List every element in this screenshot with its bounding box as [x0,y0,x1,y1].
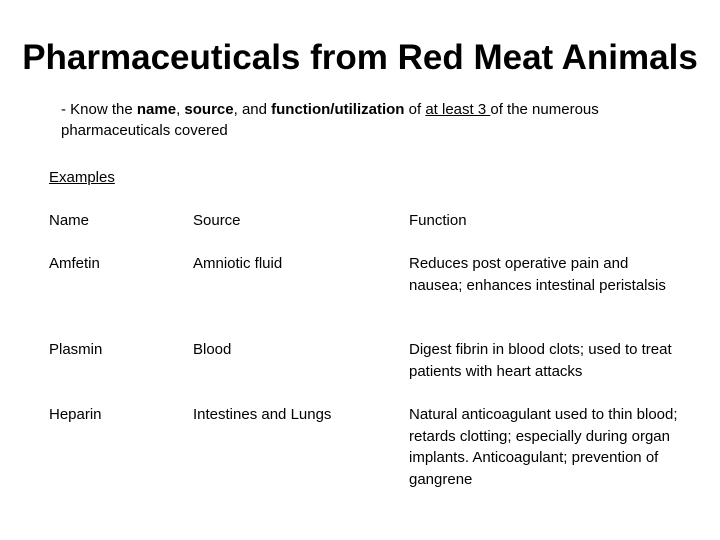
header-function: Function [409,212,467,229]
instruction-prefix: - Know the [61,101,137,118]
row-3-name: Heparin [49,406,102,423]
instruction-mid: of [404,101,426,118]
instruction-function: function/utilization [271,101,405,118]
row-2-function: Digest fibrin in blood clots; used to treat patients with heart attacks [409,341,672,380]
instruction-sep2: , and [233,101,272,118]
row-3-function: Natural anticoagulant used to thin blood; retards clotting; especially during organ implants. Anticoagulant; prevention of gangrene [409,406,678,488]
row-1-source: Amniotic fluid [193,255,283,272]
row-1-function: Reduces post operative pain and nausea; enhances intestinal peristalsis [409,255,666,294]
instruction-suffix: of the numerous pharmaceuticals covered [61,101,599,139]
examples-label: Examples [49,169,115,186]
instruction-sep1: , [176,101,185,118]
instruction-name: name [136,101,177,118]
row-3-source: Intestines and Lungs [193,406,332,423]
instruction-source: source [184,101,234,118]
instruction-text [61,99,661,141]
instruction-emphasis: at least 3 [425,101,491,118]
row-2-name: Plasmin [49,341,103,358]
header-name: Name [49,212,90,229]
row-2-source: Blood [193,341,232,358]
row-1-name: Amfetin [49,255,100,272]
slide-title: Pharmaceuticals from Red Meat Animals [22,38,698,77]
header-source: Source [193,212,241,229]
